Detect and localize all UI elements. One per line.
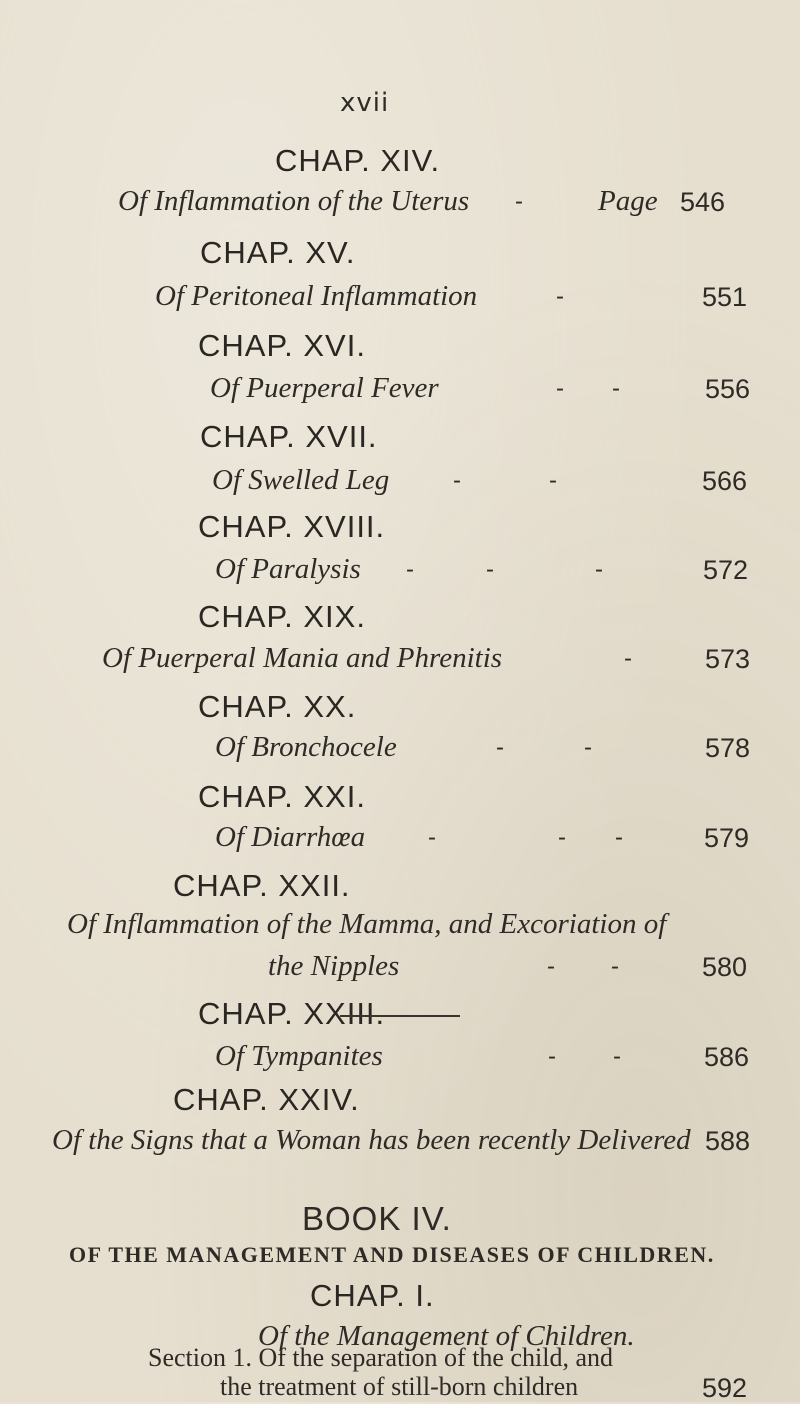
page-number: 546 (680, 187, 726, 217)
chapter-title: Of Puerperal Fever (210, 372, 439, 404)
leader-dash: - (584, 734, 592, 761)
book-subtitle: OF THE MANAGEMENT AND DISEASES OF CHILDREN. (69, 1242, 715, 1267)
divider-rule (340, 1015, 460, 1017)
leader-dash: - (595, 556, 603, 583)
chapter-title: Of Diarrhœa (215, 821, 366, 853)
chapter-heading: CHAP. XXII. (173, 868, 351, 903)
chapter-heading: CHAP. XVIII. (198, 509, 386, 544)
chapter-heading: CHAP. XIV. (275, 143, 441, 178)
leader-dash: - (615, 824, 623, 851)
leader-dash: - (486, 556, 494, 583)
section-line-1: Section 1. Of the separation of the child, and (148, 1343, 613, 1372)
leader-dash: - (549, 467, 557, 494)
leader-dash: - (515, 188, 523, 215)
leader-dash: - (613, 1043, 621, 1070)
page-number: 579 (704, 823, 750, 853)
leader-dash: - (547, 953, 555, 980)
page-number: 573 (705, 644, 751, 674)
chapter-heading: CHAP. I. (310, 1278, 435, 1313)
chapter-title: Of Inflammation of the Uterus (118, 185, 470, 217)
chapter-heading: CHAP. XXIV. (173, 1082, 360, 1117)
page-number: 578 (705, 733, 751, 763)
chapter-title: Of Paralysis (215, 553, 361, 585)
chapter-title: Of the Signs that a Woman has been recently Delivered (52, 1124, 691, 1156)
page-label: Page (598, 185, 658, 217)
chapter-title: Of Bronchocele (215, 731, 397, 763)
chapter-heading: CHAP. XIX. (198, 599, 366, 634)
leader-dash: - (624, 645, 632, 672)
leader-dash: - (556, 283, 564, 310)
page-number: 572 (703, 555, 749, 585)
chapter-title: Of Puerperal Mania and Phrenitis (102, 642, 503, 674)
section-line-2: the treatment of still-born children (220, 1372, 579, 1401)
page-number: 551 (702, 282, 748, 312)
leader-dash: - (428, 824, 436, 851)
chapter-title: Of Swelled Leg (212, 464, 390, 496)
chapter-title-line-2: the Nipples (268, 950, 400, 982)
page-number: 566 (702, 466, 748, 496)
page-number: 588 (705, 1126, 751, 1156)
leader-dash: - (611, 953, 619, 980)
leader-dash: - (453, 467, 461, 494)
leader-dash: - (612, 375, 620, 402)
leader-dash: - (548, 1043, 556, 1070)
chapter-heading: CHAP. XXIII. (198, 996, 386, 1031)
chapter-heading: CHAP. XVI. (198, 328, 366, 363)
chapter-heading: CHAP. XX. (198, 689, 357, 724)
chapter-heading: CHAP. XVII. (200, 419, 378, 454)
chapter-heading: CHAP. XV. (200, 235, 356, 270)
book-heading: BOOK IV. (302, 1200, 452, 1237)
page-number: 580 (702, 952, 748, 982)
chapter-heading: CHAP. XXI. (198, 779, 366, 814)
chapter-title: Of Peritoneal Inflammation (155, 280, 478, 312)
page-number: 556 (705, 374, 751, 404)
chapter-title: Of Tympanites (215, 1040, 383, 1072)
leader-dash: - (556, 375, 564, 402)
chapter-title: Of the Management of Children. (258, 1320, 635, 1352)
page-number: 586 (704, 1042, 750, 1072)
page-number: 592 (702, 1373, 748, 1403)
leader-dash: - (496, 734, 504, 761)
leader-dash: - (406, 556, 414, 583)
leader-dash: - (558, 824, 566, 851)
chapter-title-line-1: Of Inflammation of the Mamma, and Excoriation of (67, 908, 667, 940)
folio-number: xvii (340, 88, 390, 118)
